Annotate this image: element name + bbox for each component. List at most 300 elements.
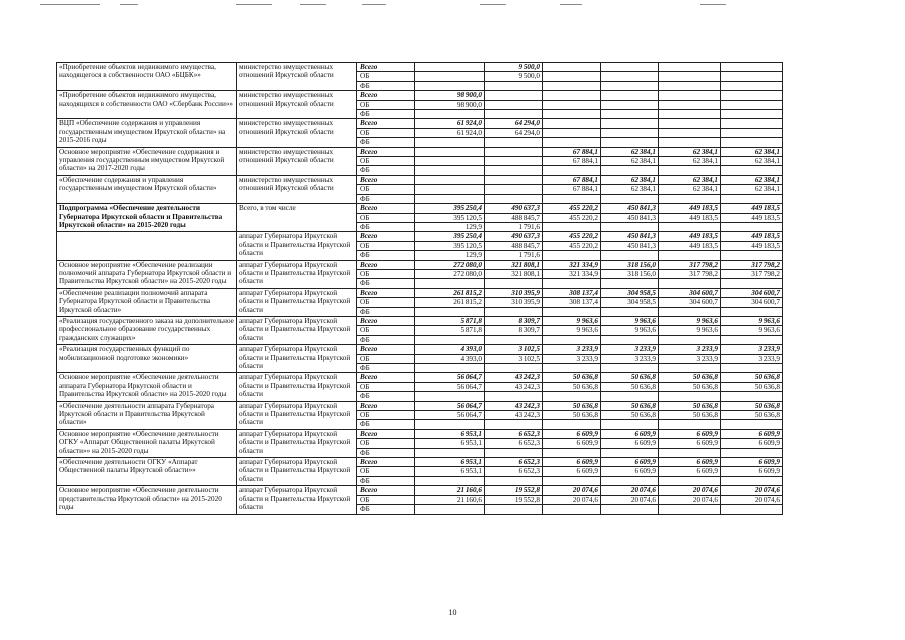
amount-cell: 6 953,1 [415,429,485,438]
budget-table-sheet [56,62,842,515]
funding-source: ФБ [357,81,415,90]
amount-cell: 9 963,6 [721,326,783,335]
amount-cell [721,222,783,231]
funding-source: ОБ [357,354,415,363]
funding-source: ФБ [357,335,415,344]
amount-cell: 50 636,8 [543,401,601,410]
measure-description [57,232,237,260]
amount-cell [659,194,721,203]
amount-cell: 64 294,0 [485,128,543,137]
amount-cell [543,128,601,137]
amount-cell: 129,9 [415,222,485,231]
funding-source: ОБ [357,298,415,307]
funding-source: Всего [357,147,415,156]
amount-cell: 62 384,1 [721,147,783,156]
responsible-agency: Всего, в том числе [237,204,357,232]
amount-cell: 50 636,8 [543,411,601,420]
amount-cell [659,335,721,344]
amount-cell [659,138,721,147]
amount-cell: 6 953,1 [415,458,485,467]
responsible-agency: министерство имущественных отношений Иркутской области [237,119,357,147]
amount-cell: 62 384,1 [659,157,721,166]
measure-description: «Обеспечение реализации полномочий аппарата Губернатора Иркутской области и Правительства Иркутской области» [57,288,237,316]
table-body [57,63,843,515]
amount-cell [721,91,783,100]
amount-cell: 6 609,9 [659,429,721,438]
funding-source: ОБ [357,128,415,137]
scan-edge-artifacts [0,0,905,14]
amount-cell: 50 636,8 [543,373,601,382]
funding-source: ОБ [357,326,415,335]
responsible-agency: аппарат Губернатора Иркутской области и Правительства Иркутской области [237,486,357,514]
amount-cell [485,279,543,288]
table-row [57,458,843,467]
amount-cell [485,185,543,194]
amount-cell: 490 637,3 [485,204,543,213]
amount-cell [415,81,485,90]
amount-cell: 450 841,3 [601,204,659,213]
table-row [57,204,843,213]
amount-cell: 317 798,2 [659,260,721,269]
funding-source: ОБ [357,439,415,448]
amount-cell: 50 636,8 [721,411,783,420]
amount-cell [485,194,543,203]
amount-cell [415,110,485,119]
responsible-agency: министерство имущественных отношений Иркутской области [237,63,357,91]
table-row [57,373,843,382]
amount-cell [485,110,543,119]
amount-cell: 20 074,6 [543,495,601,504]
funding-source: Всего [357,175,415,184]
amount-cell: 62 384,1 [601,157,659,166]
amount-cell [721,364,783,373]
funding-source: ОБ [357,382,415,391]
amount-cell [659,279,721,288]
amount-cell [543,420,601,429]
amount-cell: 21 160,6 [415,486,485,495]
amount-cell [543,335,601,344]
funding-source: Всего [357,373,415,382]
amount-cell: 61 924,0 [415,128,485,137]
amount-cell: 20 074,6 [721,486,783,495]
funding-source: ФБ [357,420,415,429]
amount-cell [721,335,783,344]
amount-cell: 450 841,3 [601,241,659,250]
amount-cell [601,119,659,128]
amount-cell [485,147,543,156]
amount-cell: 50 636,8 [543,382,601,391]
amount-cell: 455 220,2 [543,241,601,250]
amount-cell: 50 636,8 [721,373,783,382]
responsible-agency: министерство имущественных отношений Иркутской области [237,175,357,203]
amount-cell: 317 798,2 [721,260,783,269]
amount-cell [485,420,543,429]
amount-cell: 6 609,9 [543,458,601,467]
amount-cell: 19 552,8 [485,486,543,495]
amount-cell: 129,9 [415,251,485,260]
amount-cell: 395 120,5 [415,213,485,222]
amount-cell [543,448,601,457]
responsible-agency: аппарат Губернатора Иркутской области и Правительства Иркутской области [237,288,357,316]
funding-source: ФБ [357,194,415,203]
amount-cell: 56 064,7 [415,411,485,420]
responsible-agency: аппарат Губернатора Иркутской области и Правительства Иркутской области [237,401,357,429]
amount-cell [543,364,601,373]
amount-cell: 9 500,0 [485,63,543,72]
funding-source: Всего [357,204,415,213]
funding-source: ОБ [357,157,415,166]
amount-cell: 488 845,7 [485,213,543,222]
amount-cell: 3 233,9 [659,354,721,363]
table-row [57,63,843,72]
responsible-agency: аппарат Губернатора Иркутской области и Правительства Иркутской области [237,458,357,486]
amount-cell: 64 294,0 [485,119,543,128]
amount-cell: 62 384,1 [721,175,783,184]
amount-cell [601,91,659,100]
amount-cell: 50 636,8 [601,382,659,391]
funding-source: ОБ [357,100,415,109]
funding-source: ФБ [357,110,415,119]
amount-cell [721,119,783,128]
amount-cell: 21 160,6 [415,495,485,504]
amount-cell [485,166,543,175]
amount-cell: 449 183,5 [659,204,721,213]
amount-cell: 50 636,8 [721,382,783,391]
budget-program-table [56,62,843,515]
amount-cell [601,194,659,203]
amount-cell [415,175,485,184]
amount-cell: 9 963,6 [659,316,721,325]
funding-source: ОБ [357,467,415,476]
amount-cell: 6 652,3 [485,439,543,448]
amount-cell [659,63,721,72]
amount-cell [485,81,543,90]
amount-cell [543,72,601,81]
amount-cell: 43 242,3 [485,401,543,410]
measure-description: Подпрограмма «Обеспечение деятельности Губернатора Иркутской области и Правительства Иркутской области» на 2015-2020 годы [57,204,237,232]
amount-cell: 62 384,1 [601,147,659,156]
amount-cell [415,420,485,429]
amount-cell: 3 233,9 [721,345,783,354]
amount-cell [485,364,543,373]
funding-source: ФБ [357,166,415,175]
funding-source: Всего [357,458,415,467]
amount-cell: 261 815,2 [415,298,485,307]
amount-cell [659,222,721,231]
funding-source: Всего [357,401,415,410]
amount-cell [415,448,485,457]
amount-cell: 5 871,8 [415,316,485,325]
amount-cell: 19 552,8 [485,495,543,504]
amount-cell: 43 242,3 [485,382,543,391]
amount-cell: 4 393,0 [415,345,485,354]
measure-description: «Приобретение объектов недвижимого имущества, находящихся в собственности ОАО «Сбербанк России»» [57,91,237,119]
amount-cell: 272 080,0 [415,260,485,269]
amount-cell [659,110,721,119]
amount-cell [485,307,543,316]
amount-cell: 50 636,8 [659,373,721,382]
table-row [57,91,843,100]
amount-cell: 50 636,8 [721,401,783,410]
amount-cell [485,448,543,457]
amount-cell: 6 609,9 [543,429,601,438]
funding-source: ОБ [357,213,415,222]
amount-cell [721,110,783,119]
amount-cell: 6 652,3 [485,429,543,438]
amount-cell [659,476,721,485]
amount-cell [601,251,659,260]
amount-cell: 3 233,9 [721,354,783,363]
amount-cell [721,194,783,203]
amount-cell: 6 609,9 [659,439,721,448]
amount-cell: 50 636,8 [659,382,721,391]
measure-description: «Реализация государственного заказа на дополнительное профессиональное образование государственных гражданских служащих» [57,316,237,344]
funding-source: Всего [357,63,415,72]
amount-cell [543,119,601,128]
amount-cell: 449 183,5 [721,204,783,213]
amount-cell [659,505,721,514]
amount-cell: 272 080,0 [415,269,485,278]
amount-cell [485,157,543,166]
responsible-agency: министерство имущественных отношений Иркутской области [237,91,357,119]
amount-cell: 5 871,8 [415,326,485,335]
amount-cell [659,307,721,316]
amount-cell [485,476,543,485]
amount-cell: 62 384,1 [659,185,721,194]
page-number: 10 [448,608,457,617]
amount-cell: 6 953,1 [415,467,485,476]
funding-source: ОБ [357,411,415,420]
amount-cell [415,279,485,288]
amount-cell [543,307,601,316]
amount-cell: 455 220,2 [543,232,601,241]
responsible-agency: аппарат Губернатора Иркутской области и Правительства Иркутской области [237,232,357,260]
amount-cell: 321 808,1 [485,269,543,278]
amount-cell: 449 183,5 [721,213,783,222]
funding-source: Всего [357,345,415,354]
funding-source: Всего [357,486,415,495]
funding-source: Всего [357,260,415,269]
amount-cell: 9 963,6 [543,326,601,335]
amount-cell [601,307,659,316]
amount-cell: 67 884,1 [543,185,601,194]
amount-cell [543,110,601,119]
amount-cell: 6 652,3 [485,458,543,467]
table-row [57,260,843,269]
amount-cell [543,251,601,260]
responsible-agency: министерство имущественных отношений Иркутской области [237,147,357,175]
table-row [57,486,843,495]
responsible-agency: аппарат Губернатора Иркутской области и Правительства Иркутской области [237,373,357,401]
amount-cell [485,392,543,401]
amount-cell: 449 183,5 [721,241,783,250]
amount-cell: 395 120,5 [415,241,485,250]
table-row [57,119,843,128]
amount-cell [485,505,543,514]
funding-source: ФБ [357,476,415,485]
amount-cell: 4 393,0 [415,354,485,363]
amount-cell [543,100,601,109]
amount-cell [659,100,721,109]
amount-cell [659,251,721,260]
amount-cell: 449 183,5 [659,213,721,222]
amount-cell: 3 233,9 [543,354,601,363]
amount-cell: 50 636,8 [601,401,659,410]
amount-cell: 9 963,6 [601,326,659,335]
amount-cell [721,279,783,288]
table-row [57,232,843,241]
funding-source: Всего [357,288,415,297]
amount-cell [601,448,659,457]
measure-description: Основное мероприятие «Обеспечение деятельности представительства Иркутской области» на 2015-2020 годы [57,486,237,514]
amount-cell: 449 183,5 [721,232,783,241]
amount-cell [415,147,485,156]
amount-cell: 6 609,9 [543,467,601,476]
amount-cell: 304 600,7 [721,298,783,307]
amount-cell [415,392,485,401]
amount-cell [543,63,601,72]
responsible-agency: аппарат Губернатора Иркутской области и Правительства Иркутской области [237,429,357,457]
amount-cell [415,335,485,344]
funding-source: ФБ [357,279,415,288]
amount-cell: 50 636,8 [601,373,659,382]
amount-cell: 310 395,9 [485,288,543,297]
amount-cell: 1 791,6 [485,251,543,260]
amount-cell [415,185,485,194]
measure-description: «Обеспечение деятельности ОГКУ «Аппарат Общественной палаты Иркутской области»» [57,458,237,486]
funding-source: ФБ [357,505,415,514]
amount-cell: 304 600,7 [659,298,721,307]
amount-cell [415,505,485,514]
amount-cell: 9 500,0 [485,72,543,81]
amount-cell [543,505,601,514]
funding-source: ОБ [357,185,415,194]
amount-cell: 3 233,9 [601,354,659,363]
responsible-agency: аппарат Губернатора Иркутской области и Правительства Иркутской области [237,345,357,373]
amount-cell: 304 600,7 [659,288,721,297]
amount-cell: 20 074,6 [601,495,659,504]
amount-cell: 62 384,1 [721,185,783,194]
amount-cell: 304 958,5 [601,298,659,307]
amount-cell: 56 064,7 [415,401,485,410]
amount-cell: 67 884,1 [543,147,601,156]
amount-cell [659,91,721,100]
amount-cell [415,72,485,81]
funding-source: Всего [357,232,415,241]
amount-cell [601,222,659,231]
amount-cell: 50 636,8 [601,411,659,420]
amount-cell: 3 233,9 [659,345,721,354]
amount-cell: 20 074,6 [721,495,783,504]
amount-cell [601,100,659,109]
amount-cell: 8 309,7 [485,326,543,335]
amount-cell [721,251,783,260]
amount-cell: 9 963,6 [721,316,783,325]
measure-description: Основное мероприятие «Обеспечение деятельности аппарата Губернатора Иркутской области и Правительства Иркутской области» на 2015-2020 годы [57,373,237,401]
amount-cell: 67 884,1 [543,175,601,184]
table-row [57,175,843,184]
amount-cell: 6 652,3 [485,467,543,476]
amount-cell [601,364,659,373]
amount-cell: 395 250,4 [415,204,485,213]
amount-cell: 321 808,1 [485,260,543,269]
amount-cell [721,392,783,401]
amount-cell [543,392,601,401]
amount-cell: 455 220,2 [543,204,601,213]
amount-cell [543,81,601,90]
amount-cell [601,81,659,90]
responsible-agency: аппарат Губернатора Иркутской области и Правительства Иркутской области [237,316,357,344]
amount-cell: 50 636,8 [659,411,721,420]
table-row [57,429,843,438]
amount-cell: 20 074,6 [659,495,721,504]
amount-cell [415,157,485,166]
amount-cell [415,138,485,147]
amount-cell [659,448,721,457]
responsible-agency: аппарат Губернатора Иркутской области и Правительства Иркутской области [237,260,357,288]
amount-cell [659,119,721,128]
amount-cell: 395 250,4 [415,232,485,241]
amount-cell [485,138,543,147]
amount-cell: 9 963,6 [601,316,659,325]
amount-cell: 9 963,6 [543,316,601,325]
amount-cell: 308 137,4 [543,298,601,307]
amount-cell: 3 102,5 [485,354,543,363]
amount-cell [721,100,783,109]
amount-cell [415,194,485,203]
amount-cell [543,91,601,100]
measure-description: Основное мероприятие «Обеспечение содержания и управления государственным имуществом Иркутской области» на 2017-2020 годы [57,147,237,175]
amount-cell [721,63,783,72]
amount-cell: 3 233,9 [601,345,659,354]
amount-cell [659,72,721,81]
amount-cell [659,128,721,137]
funding-source: ОБ [357,495,415,504]
amount-cell [543,194,601,203]
funding-source: ОБ [357,72,415,81]
amount-cell [601,110,659,119]
amount-cell: 455 220,2 [543,213,601,222]
table-row [57,147,843,156]
amount-cell: 488 845,7 [485,241,543,250]
amount-cell: 20 074,6 [659,486,721,495]
table-row [57,316,843,325]
amount-cell [721,420,783,429]
amount-cell: 6 609,9 [601,467,659,476]
amount-cell: 6 609,9 [721,429,783,438]
measure-description: ВЦП «Обеспечение содержания и управления государственным имуществом Иркутской области» на 2015-2016 годы [57,119,237,147]
measure-description: Основное мероприятие «Обеспечение реализации полномочий аппарата Губернатора Иркутской области и Правительства Иркутской области» на 2015-2020 годы [57,260,237,288]
funding-source: ФБ [357,364,415,373]
funding-source: ФБ [357,307,415,316]
table-row [57,345,843,354]
amount-cell: 62 384,1 [601,175,659,184]
table-row [57,288,843,297]
amount-cell [659,392,721,401]
amount-cell [721,505,783,514]
amount-cell [485,91,543,100]
amount-cell: 62 384,1 [659,147,721,156]
amount-cell [601,72,659,81]
amount-cell: 62 384,1 [721,157,783,166]
amount-cell: 8 309,7 [485,316,543,325]
amount-cell: 20 074,6 [543,486,601,495]
amount-cell: 67 884,1 [543,157,601,166]
amount-cell: 6 609,9 [659,467,721,476]
amount-cell: 3 102,5 [485,345,543,354]
amount-cell [485,335,543,344]
amount-cell [721,128,783,137]
